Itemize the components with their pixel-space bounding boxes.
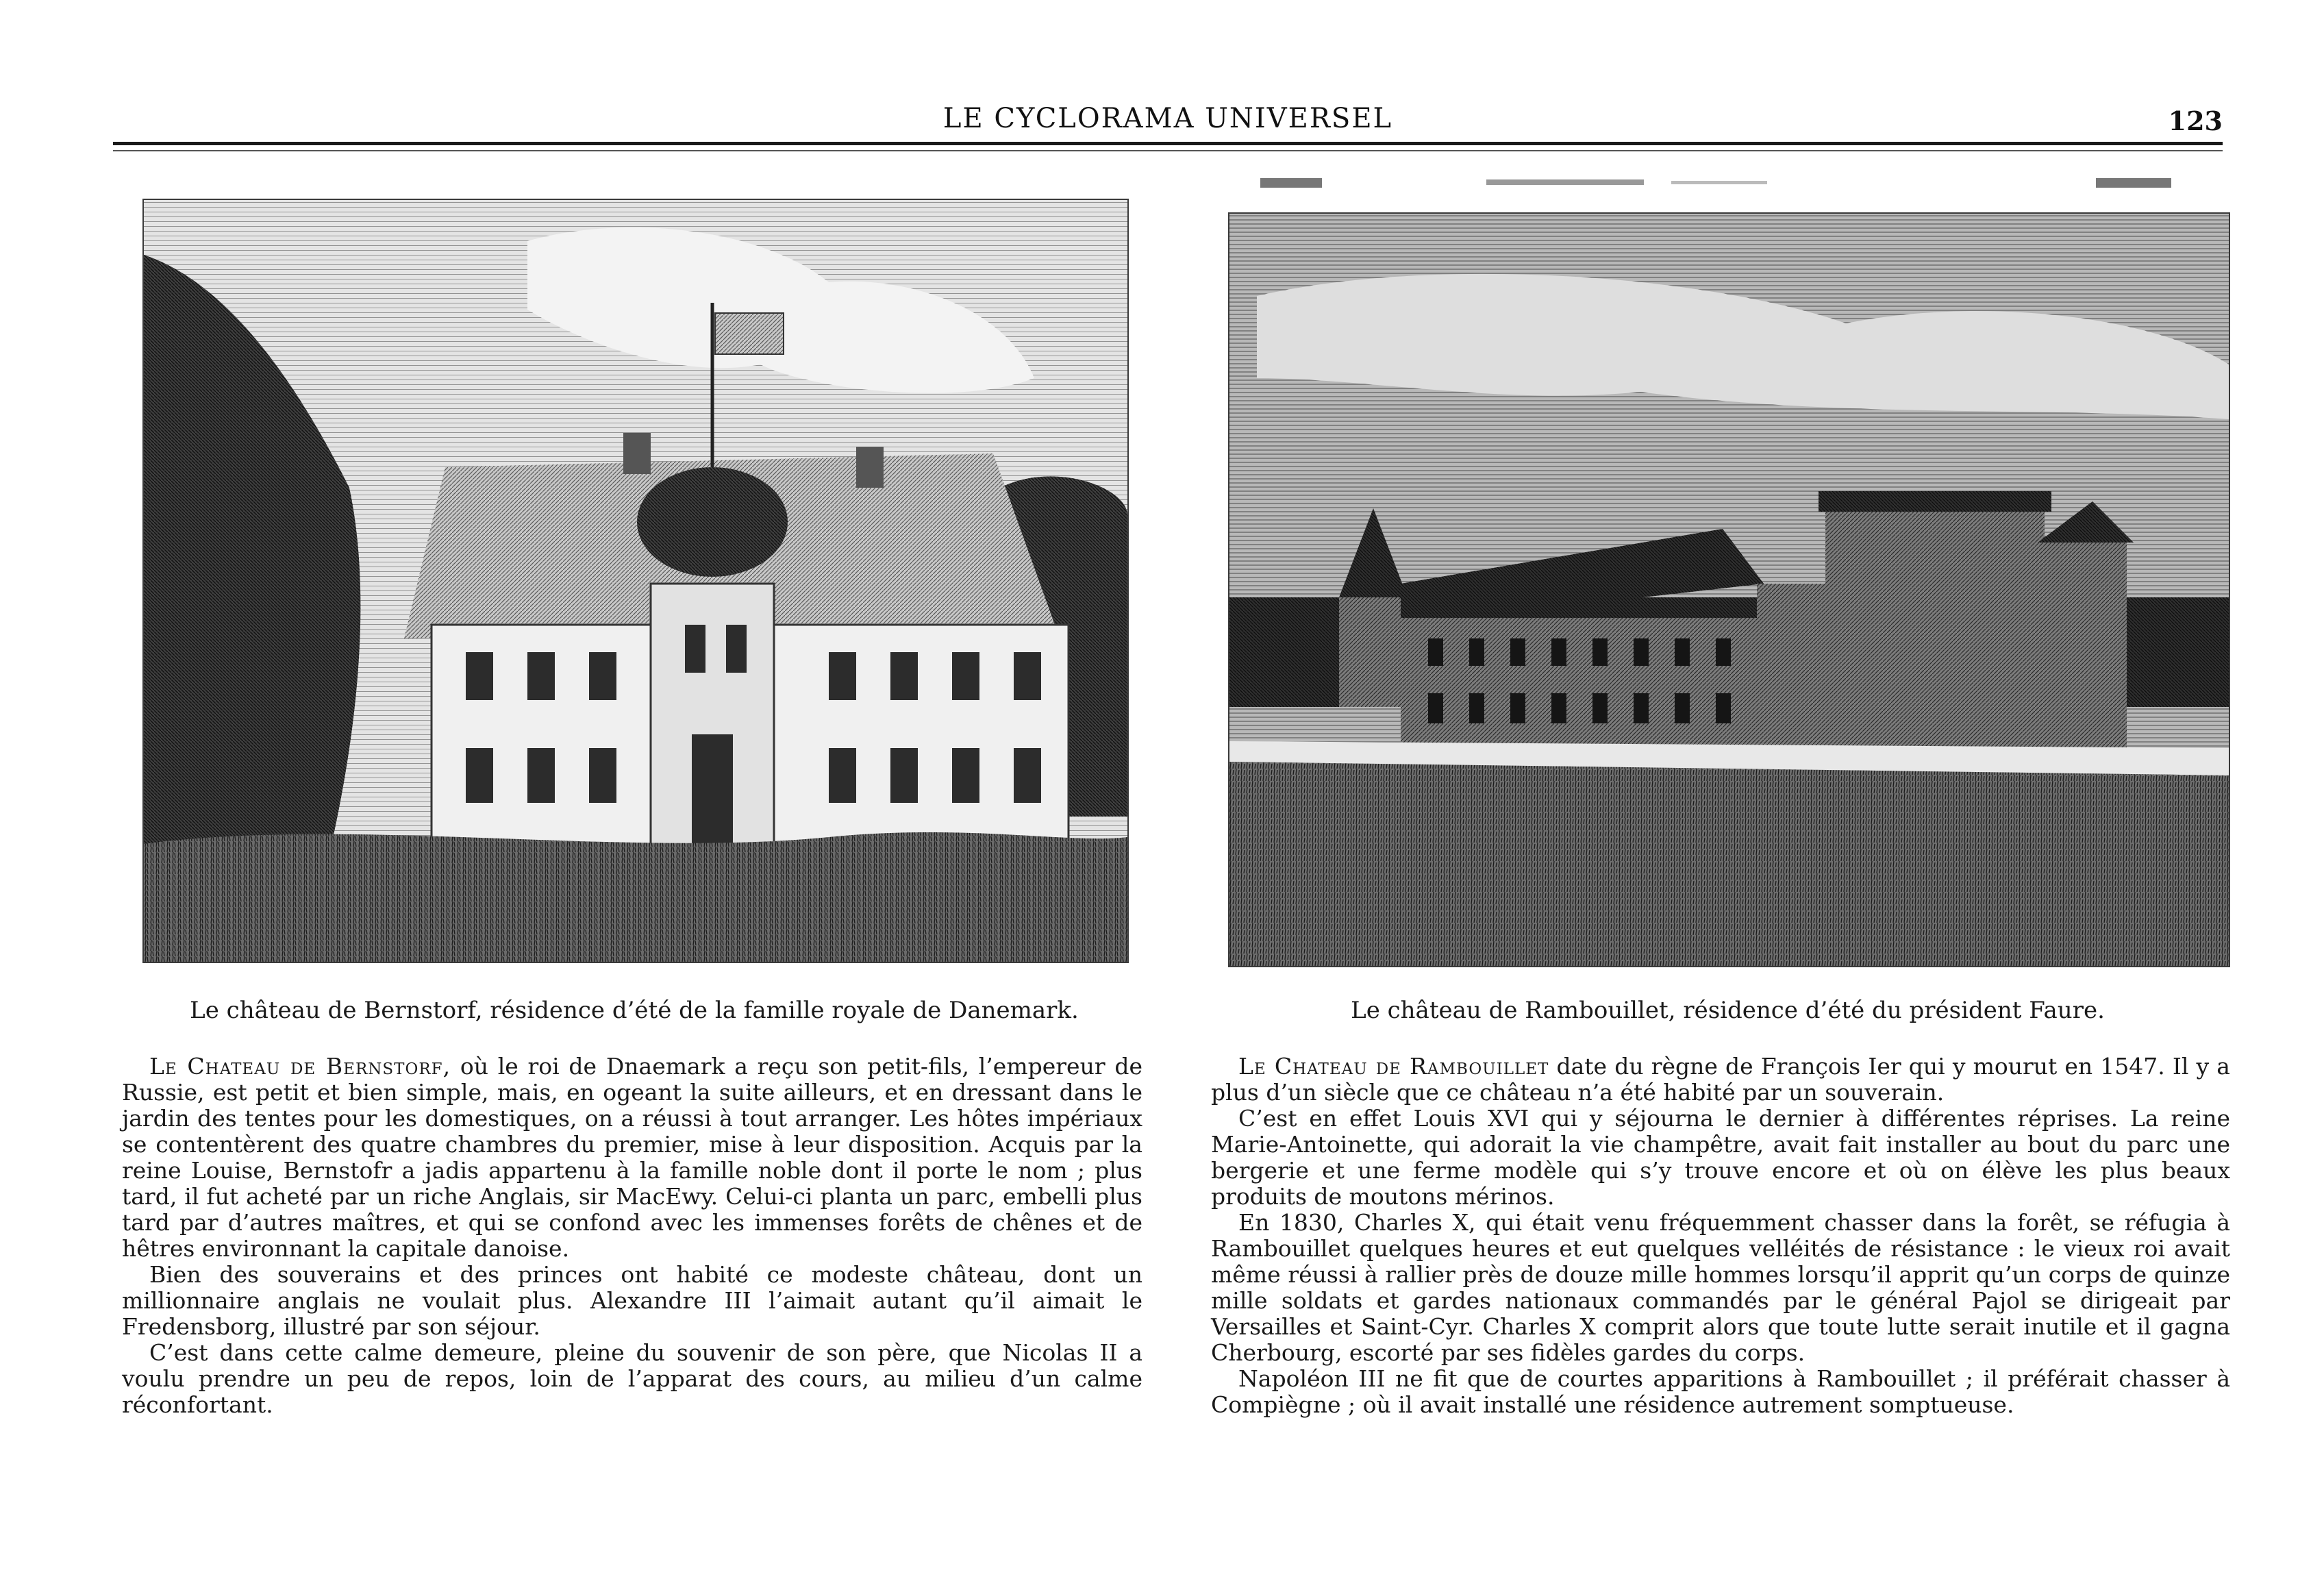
- journal-title: LE CYCLORAMA UNIVERSEL: [942, 103, 1393, 134]
- header-rule-thick: [113, 142, 2223, 145]
- paragraph: [1211, 1054, 2230, 1106]
- paragraph: Napoléon III ne fit que de courtes apparitions à Rambouillet ; il préférait chasser à Compiègne ; où il avait installé une résidence autrement somptueuse.: [1211, 1365, 2230, 1418]
- lead-in: Le Chateau de Rambouillet: [1238, 1053, 1549, 1080]
- article-rambouillet: [1211, 1054, 2230, 1418]
- paragraph: En 1830, Charles X, qui était venu fréquemment chasser dans la forêt, se réfugia à Rambouillet quelques heures et eut quelques velléités de résistance : le vieux roi avait même réussi à rallier près de douze mille hommes lorsqu’il apprit qu’un corps de quinze mille soldats et gardes nationaux commandés par le général Pajol se dirigeait par Versailles et Saint-Cyr. Charles X comprit alors que toute lutte serait inutile et il gagna Cherbourg, escorté par ses fidèles gardes du corps.: [1211, 1209, 2230, 1366]
- header-rule-thin: [113, 150, 2223, 151]
- paragraph: C’est en effet Louis XVI qui y séjourna le dernier à différentes réprises. La reine Marie-Antoinette, qui adorait la vie champêtre, avait fait installer au bout du parc une bergerie et une ferme modèle qui s’y trouve encore et où on élève les plus beaux produits de moutons mérinos.: [1211, 1105, 2230, 1210]
- article-bernstorf: [122, 1054, 1142, 1418]
- paragraph: [122, 1054, 1142, 1262]
- plate-bernstorf: [142, 199, 1129, 963]
- paragraph: Bien des souverains et des princes ont habité ce modeste château, dont un millionnaire anglais ne voulait plus. Alexandre III l’aimait autant qu’il aimait le Fredensborg, illustré par son séjour.: [122, 1261, 1142, 1340]
- plate-rambouillet: [1228, 212, 2230, 967]
- bleed-through-strip: [1260, 171, 2171, 192]
- paragraph-text: où le roi de Dnaemark a reçu son petit-fils, l’empereur de Russie, est petit et bien simple, mais, en ogeant la suite ailleurs, et en dressant dans le jardin des tentes pour les domestiques, on a réussi à tout arranger. Les hôtes impériaux se contentèrent des quatre chambres du premier, mise à leur disposition. Acquis par la reine Louise, Bernstofr a jadis appartenu à la famille noble dont il porte le nom ; plus tard, il fut acheté par un riche Anglais, sir MacEwy. Celui-ci planta un parc, embelli plus tard par d’autres maîtres, et qui se confond avec les immenses forêts de chênes et de hêtres environnant la capitale danoise.: [122, 1053, 1142, 1262]
- engraving-chateau-bernstorf-icon: [144, 200, 1127, 962]
- paragraph-text: date du règne de François Ier qui y mourut en 1547. Il y a plus d’un siècle que ce château n’a été habité par un souverain.: [1211, 1053, 2230, 1106]
- caption-bernstorf: Le château de Bernstorf, résidence d’été de la famille royale de Danemark.: [190, 997, 1079, 1024]
- page-number: 123: [2168, 105, 2223, 136]
- running-header: [113, 103, 2223, 144]
- engraving-chateau-rambouillet-icon: [1229, 214, 2229, 966]
- caption-rambouillet: Le château de Rambouillet, résidence d’été du président Faure.: [1351, 997, 2105, 1024]
- paragraph: C’est dans cette calme demeure, pleine du souvenir de son père, que Nicolas II a voulu prendre un peu de repos, loin de l’apparat des cours, au milieu d’un calme réconfortant.: [122, 1339, 1142, 1418]
- lead-in: Le Chateau de Bernstorf,: [149, 1053, 451, 1080]
